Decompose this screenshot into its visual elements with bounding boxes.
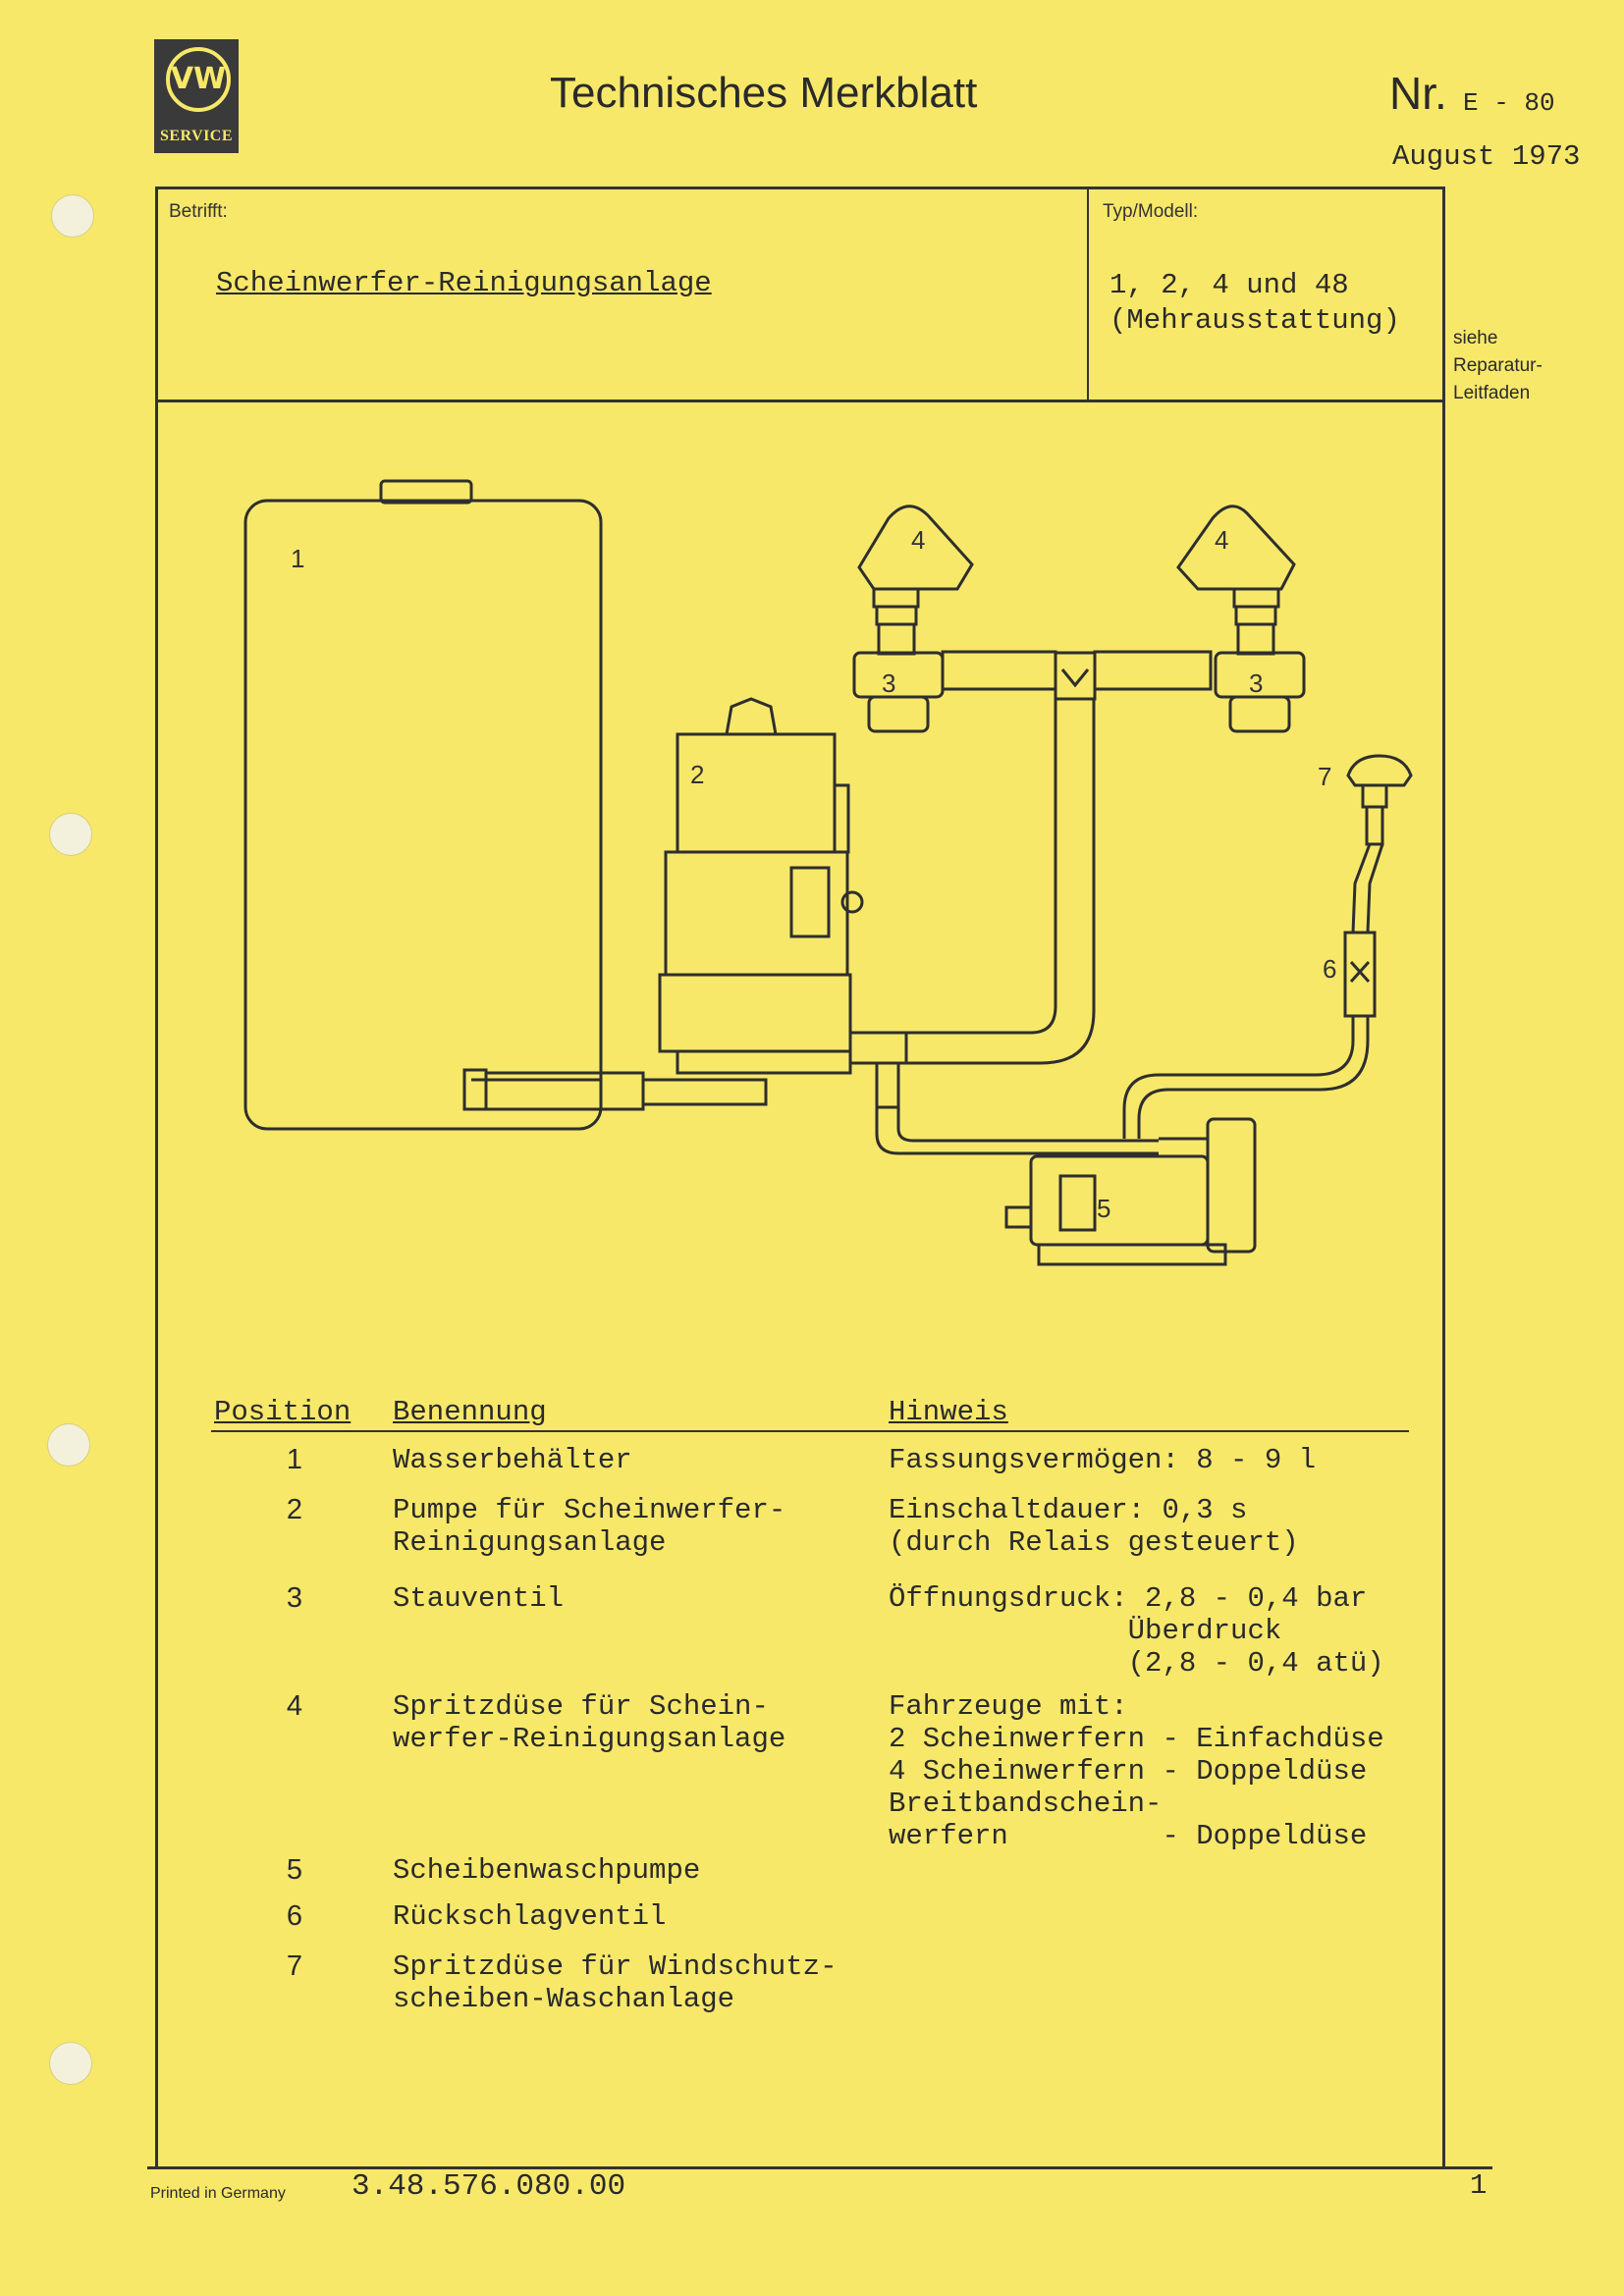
subject: Scheinwerfer-Reinigungsanlage	[216, 267, 712, 299]
row-note: Einschaltdauer: 0,3 s (durch Relais gesteuert)	[889, 1494, 1299, 1559]
row-position: 2	[286, 1494, 303, 1525]
label-nozzle-right: 4	[1215, 525, 1229, 555]
right-nozzle-stem	[1238, 624, 1273, 654]
side-note-line: Reparatur-	[1453, 355, 1543, 376]
tee-valve-mark	[1062, 669, 1088, 685]
column-header-hinweis: Hinweis	[889, 1396, 1008, 1428]
pump-upper-body	[677, 734, 835, 852]
row-name: Spritzdüse für Windschutz- scheiben-Waschanlage	[393, 1950, 838, 2015]
row-position: 4	[286, 1690, 303, 1722]
column-header-benennung: Benennung	[393, 1396, 547, 1428]
document-code: 3.48.576.080.00	[352, 2169, 626, 2204]
label-pump: 2	[690, 760, 705, 789]
row-name: Pumpe für Scheinwerfer- Reinigungsanlage	[393, 1494, 786, 1559]
row-name: Spritzdüse für Schein- werfer-Reinigungsanlage	[393, 1690, 786, 1755]
label-check-valve: 6	[1323, 954, 1337, 984]
left-valve-base	[869, 697, 928, 731]
row-name: Scheibenwaschpumpe	[393, 1854, 701, 1887]
pump-feed-hose	[643, 1080, 766, 1104]
row-position: 3	[286, 1582, 303, 1614]
label-valve-right: 3	[1249, 668, 1264, 698]
betrifft-label: Betrifft:	[169, 201, 228, 222]
check-valve-mark	[1351, 962, 1369, 982]
row-position: 5	[286, 1854, 303, 1886]
windscreen-nozzle-stem	[1363, 785, 1386, 807]
washer-pump-base	[1039, 1245, 1225, 1264]
tank-pipe-connector	[464, 1070, 486, 1109]
document-title: Technisches Merkblatt	[550, 69, 978, 117]
left-check-valve	[854, 653, 943, 697]
page-number: 1	[1470, 2169, 1488, 2202]
right-branch-hose	[1095, 652, 1211, 689]
pressure-hose	[906, 699, 1094, 1063]
pump-outlet-pipe	[850, 1033, 906, 1063]
windscreen-nozzle-head	[1348, 756, 1411, 785]
column-header-position: Position	[214, 1396, 352, 1428]
row-name: Stauventil	[393, 1582, 565, 1615]
row-note: Öffnungsdruck: 2,8 - 0,4 bar Überdruck (2,8 - 0,4 atü)	[889, 1582, 1384, 1680]
row-note: Fahrzeuge mit: 2 Scheinwerfern - Einfachdüse 4 Scheinwerfern - Doppeldüse Breitbandschein- werfern - Doppeldüse	[889, 1690, 1384, 1852]
label-valve-left: 3	[882, 668, 896, 698]
side-note-line: siehe	[1453, 328, 1498, 348]
document-number-label: Nr.	[1389, 68, 1447, 119]
document-number: E - 80	[1463, 88, 1555, 118]
right-nozzle-stem	[1234, 589, 1278, 607]
windscreen-nozzle-connector	[1367, 807, 1382, 844]
pump-lower-body	[660, 975, 850, 1051]
typ-modell-label: Typ/Modell:	[1103, 201, 1199, 222]
row-position: 6	[286, 1900, 303, 1932]
left-nozzle-stem	[874, 589, 918, 607]
row-position: 1	[286, 1444, 303, 1475]
label-windscreen-nozzle: 7	[1318, 762, 1332, 791]
logo-service-text: SERVICE	[159, 128, 234, 144]
water-tank-shape	[245, 501, 601, 1129]
printed-in: Printed in Germany	[150, 2185, 286, 2202]
pump-top-cap	[727, 699, 776, 734]
left-nozzle-stem	[879, 624, 914, 654]
tee-piece	[1056, 653, 1095, 699]
label-nozzle-left: 4	[911, 525, 926, 555]
label-washer-pump: 5	[1097, 1194, 1111, 1223]
model-line-2: (Mehrausstattung)	[1110, 304, 1400, 337]
pump-side-rail	[835, 785, 848, 852]
frame-bottom	[147, 2166, 1492, 2169]
pump-screw	[842, 892, 862, 912]
washer-feed-connector	[877, 1063, 898, 1107]
pump-side-bracket	[791, 868, 829, 936]
vw-logo-emblem: VW	[166, 47, 231, 112]
row-position: 7	[286, 1950, 303, 1982]
row-note: Fassungsvermögen: 8 - 9 l	[889, 1444, 1317, 1476]
row-name: Wasserbehälter	[393, 1444, 632, 1476]
label-tank: 1	[291, 544, 305, 573]
document-date: August 1973	[1392, 140, 1581, 173]
washer-pump-flange	[1208, 1119, 1255, 1252]
washer-hose	[1353, 844, 1382, 933]
washer-feed-hose	[877, 1107, 1159, 1153]
pump-base	[677, 1051, 850, 1073]
washer-pump-window	[1060, 1176, 1095, 1230]
side-note-line: Leitfaden	[1453, 383, 1531, 403]
check-valve-body	[1345, 933, 1375, 1016]
left-nozzle-stem	[877, 607, 916, 624]
washer-pump-body	[1031, 1156, 1208, 1245]
punch-hole	[49, 2042, 92, 2085]
punch-hole	[47, 1423, 90, 1467]
row-name: Rückschlagventil	[393, 1900, 667, 1933]
left-branch-hose	[943, 652, 1056, 689]
table-header-rule	[211, 1430, 1409, 1432]
right-nozzle-stem	[1236, 607, 1275, 624]
right-nozzle-head	[1178, 507, 1294, 589]
right-valve-base	[1230, 697, 1289, 731]
pump-motor-body	[666, 852, 847, 975]
washer-pump-cap	[1006, 1207, 1031, 1227]
model-line-1: 1, 2, 4 und 48	[1110, 269, 1349, 301]
